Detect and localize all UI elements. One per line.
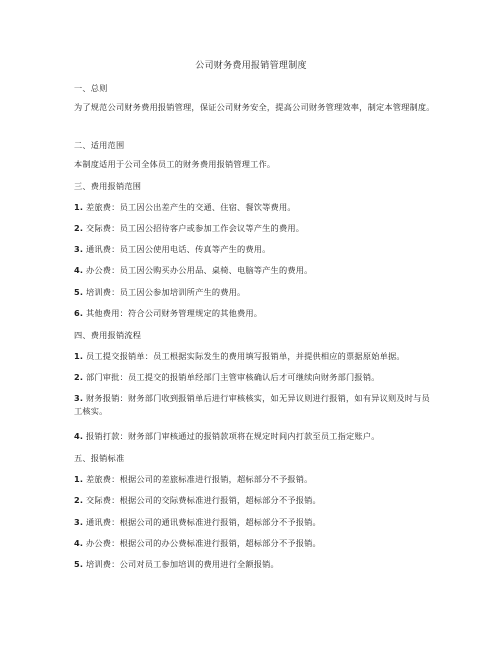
section-paragraph-scope: 本制度适用于公司全体员工的财务费用报销管理工作。 <box>74 159 276 169</box>
list-item <box>74 558 438 571</box>
list-item-text: 差旅费：员工因公出差产生的交通、住宿、餐饮等费用。 <box>86 202 296 212</box>
document-title: 公司财务费用报销管理制度 <box>195 61 307 71</box>
list-item-number: 1. <box>74 351 84 361</box>
list-item-number: 5. <box>74 559 84 569</box>
list-item-number: 2. <box>74 223 84 233</box>
list-item <box>74 430 438 443</box>
list-item-number: 1. <box>74 202 84 212</box>
list-item-number: 1. <box>74 474 84 484</box>
list-item-text: 通讯费：根据公司的通讯费标准进行报销，超标部分不予报销。 <box>86 517 321 527</box>
list-item-text: 财务报销：财务部门收到报销单后进行审核核实，如无异议则进行报销，如有异议则及时与员工核实。 <box>74 393 430 416</box>
list-item-text: 培训费：员工因公参加培训所产生的费用。 <box>86 287 246 297</box>
list-item <box>74 350 438 363</box>
section-heading-standards: 五、报销标准 <box>74 453 125 463</box>
list-item-text: 办公费：根据公司的办公费标准进行报销，超标部分不予报销。 <box>86 538 321 548</box>
list-item-number: 6. <box>74 308 84 318</box>
list-item <box>74 516 438 529</box>
section-paragraph-general: 为了规范公司财务费用报销管理，保证公司财务安全，提高公司财务管理效率，制定本管理制度。 <box>74 102 435 112</box>
list-item <box>74 494 438 507</box>
list-item-text: 员工提交报销单：员工根据实际发生的费用填写报销单，并提供相应的票据原始单据。 <box>86 351 405 361</box>
list-item <box>74 286 438 299</box>
list-item-number: 4. <box>74 265 84 275</box>
list-item-number: 5. <box>74 287 84 297</box>
list-item-number: 2. <box>74 495 84 505</box>
list-item-text: 其他费用：符合公司财务管理规定的其他费用。 <box>86 308 263 318</box>
list-item-number: 4. <box>74 538 84 548</box>
list-item-text: 办公费：员工因公购买办公用品、桌椅、电脑等产生的费用。 <box>86 265 313 275</box>
list-item <box>74 392 438 418</box>
list-item-text: 交际费：根据公司的交际费标准进行报销，超标部分不予报销。 <box>86 495 321 505</box>
list-item-number: 2. <box>74 372 84 382</box>
section-heading-scope: 二、适用范围 <box>74 140 125 150</box>
list-item-number: 3. <box>74 517 84 527</box>
list-item-number: 4. <box>74 431 84 441</box>
list-item <box>74 371 438 384</box>
list-item <box>74 222 438 235</box>
list-item-text: 差旅费：根据公司的差旅标准进行报销，超标部分不予报销。 <box>86 474 313 484</box>
list-item-text: 培训费：公司对员工参加培训的费用进行全额报销。 <box>86 559 279 569</box>
list-item-text: 交际费：员工因公招待客户或参加工作会议等产生的费用。 <box>86 223 305 233</box>
list-item <box>74 243 438 256</box>
list-item <box>74 264 438 277</box>
list-item <box>74 201 438 214</box>
list-item-number: 3. <box>74 244 84 254</box>
list-item-text: 通讯费：员工因公使用电话、传真等产生的费用。 <box>86 244 271 254</box>
list-item <box>74 473 438 486</box>
list-item <box>74 537 438 550</box>
section-heading-general: 一、总则 <box>74 83 108 93</box>
list-item-text: 部门审批：员工提交的报销单经部门主管审核确认后才可继续向财务部门报销。 <box>86 372 380 382</box>
list-item-number: 3. <box>74 393 84 403</box>
section-heading-process: 四、费用报销流程 <box>74 330 142 340</box>
list-item-text: 报销打款：财务部门审核通过的报销款项将在规定时间内打款至员工指定账户。 <box>86 431 380 441</box>
section-heading-expense-range: 三、费用报销范围 <box>74 181 142 191</box>
list-item <box>74 307 438 320</box>
